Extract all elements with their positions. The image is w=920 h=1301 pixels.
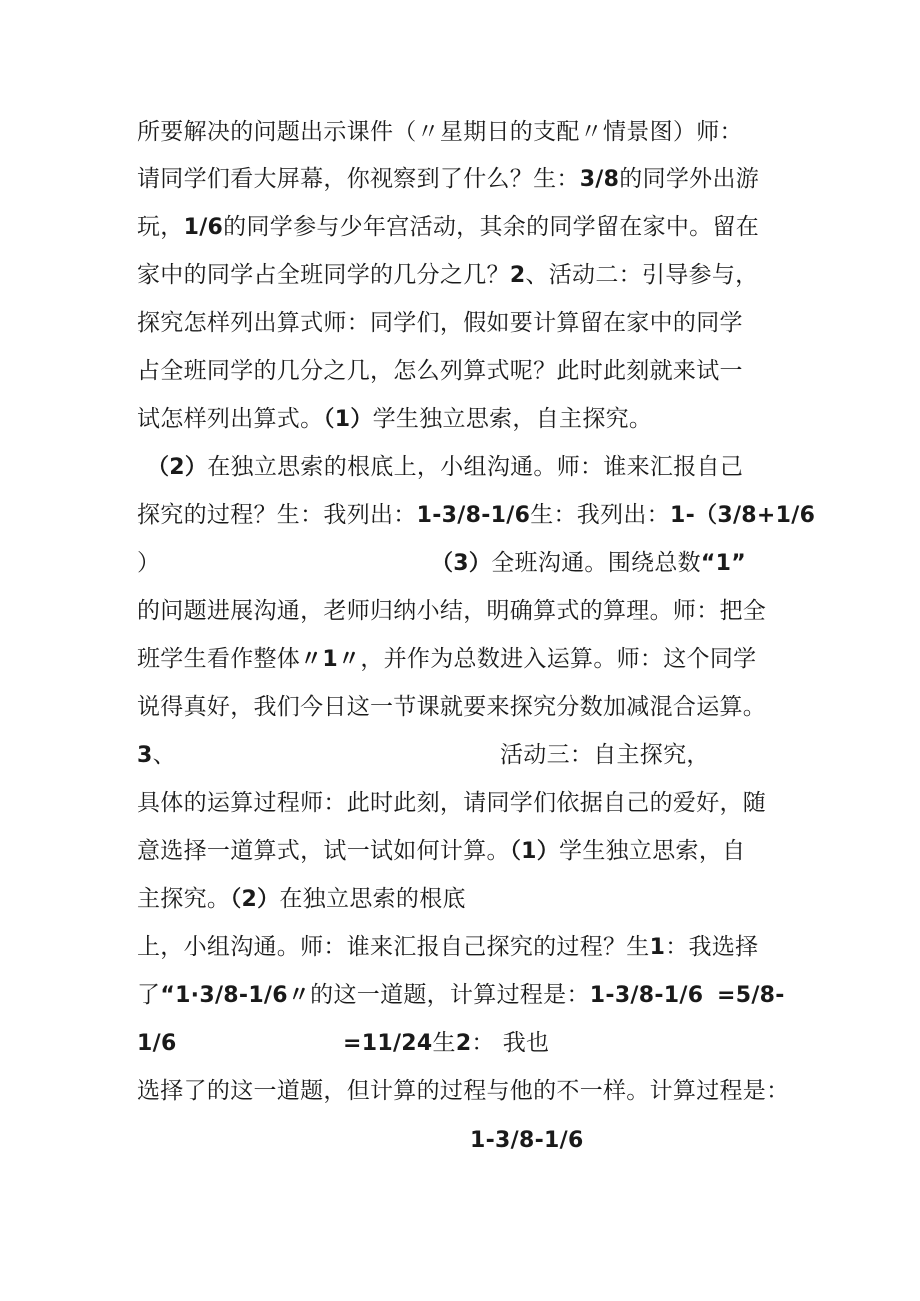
text: 生：我列出： bbox=[530, 502, 670, 528]
text: 探究怎样列出算式师：同学们，假如要计算留在家中的同学 bbox=[137, 310, 743, 336]
text: 意选择一道算式，试一试如何计算。 bbox=[137, 838, 510, 864]
text-line-20-end bbox=[343, 1027, 549, 1060]
text: 选择了的这一道题，但计算的过程与他的不一样。计算过程是： bbox=[137, 1078, 790, 1104]
text-line-17 bbox=[137, 883, 466, 916]
text: 、活动二：引导参与， bbox=[525, 262, 759, 288]
text: 的这一道题，计算过程是： bbox=[310, 982, 590, 1008]
text-line-14-end bbox=[500, 739, 710, 771]
text-line-1 bbox=[137, 116, 743, 148]
text-line-15 bbox=[137, 787, 766, 819]
text: ） bbox=[137, 550, 161, 576]
formula: 1/6 bbox=[137, 1031, 177, 1056]
section-number: 2 bbox=[509, 263, 526, 288]
text-line-10-start bbox=[137, 547, 160, 579]
formula: 1-3/8-1/6 bbox=[470, 1128, 584, 1153]
quoted-number: 〃1〃 bbox=[300, 647, 361, 672]
text: 学生独立思索，自主探究。 bbox=[372, 406, 653, 432]
text-line-19 bbox=[137, 979, 703, 1012]
text: 在独立思索的根底上，小组沟通。师：谁来汇报自己 bbox=[207, 454, 744, 480]
fraction-3-8: 3/8 bbox=[579, 167, 620, 192]
text-line-22 bbox=[470, 1124, 584, 1157]
step-number: （1） bbox=[323, 407, 373, 432]
text: 学生独立思索，自 bbox=[559, 838, 746, 864]
text-line-21 bbox=[137, 1075, 789, 1107]
text: 家中的同学占全班同学的几分之几？ bbox=[137, 262, 510, 288]
text: 上，小组沟通。师：谁来汇报自己探究的过程？生 bbox=[137, 934, 650, 960]
step-number: （3） bbox=[431, 551, 492, 576]
text: 、 bbox=[152, 742, 176, 768]
text-line-20-start bbox=[137, 1027, 177, 1060]
text-line-9 bbox=[137, 499, 815, 532]
text-line-6 bbox=[137, 355, 743, 387]
text: 我也 bbox=[502, 1030, 550, 1056]
text-line-4 bbox=[137, 259, 758, 292]
text: 试怎样列出算式。 bbox=[137, 406, 324, 432]
step-number: （2） bbox=[147, 455, 208, 480]
quoted-number: “1” bbox=[700, 551, 747, 576]
text: 说得真好，我们今日这一节课就要来探究分数加减混合运算。 bbox=[137, 694, 767, 720]
text-line-7 bbox=[137, 403, 652, 436]
section-number: 3 bbox=[137, 743, 153, 768]
text-line-3 bbox=[137, 211, 759, 244]
text: 具体的运算过程师：此时此刻，请同学们依据自己的爱好，随 bbox=[137, 790, 767, 816]
text-line-16 bbox=[137, 835, 745, 868]
formula: =5/8- bbox=[717, 983, 785, 1008]
text: 活动三：自主探究， bbox=[500, 742, 710, 768]
formula: 1-（3/8+1/6 bbox=[670, 503, 816, 528]
student-number: 1 bbox=[649, 935, 666, 960]
text-line-13 bbox=[137, 691, 766, 723]
text-line-11 bbox=[137, 595, 766, 627]
text: 在独立思索的根底 bbox=[279, 886, 466, 912]
text: 所要解决的问题出示课件（〃星期日的支配〃情景图）师： bbox=[137, 119, 743, 145]
step-number: （1） bbox=[509, 839, 560, 864]
text: 的问题进展沟通，老师归纳小结，明确算式的算理。师：把全 bbox=[137, 598, 767, 624]
text-line-19-end bbox=[717, 979, 785, 1012]
formula: “1·3/8-1/6〃 bbox=[160, 983, 311, 1008]
text: ：我选择 bbox=[665, 934, 759, 960]
text: 了 bbox=[137, 982, 161, 1008]
text: 玩， bbox=[137, 214, 184, 240]
text: 主探究。 bbox=[137, 886, 231, 912]
text-line-18 bbox=[137, 931, 758, 964]
text-line-2 bbox=[137, 163, 759, 196]
text-line-14-start bbox=[137, 739, 176, 772]
text: 的同学参与少年宫活动，其余的同学留在家中。留在 bbox=[223, 214, 760, 240]
fraction-1-6: 1/6 bbox=[183, 215, 224, 240]
text: 占全班同学的几分之几，怎么列算式呢？此时此刻就来试一 bbox=[137, 358, 743, 384]
formula: 1-3/8-1/6 bbox=[416, 503, 531, 528]
text-line-8 bbox=[147, 451, 743, 484]
text: 探究的过程？生：我列出： bbox=[137, 502, 417, 528]
text-line-5 bbox=[137, 307, 743, 339]
text: 请同学们看大屏幕，你视察到了什么？生： bbox=[137, 166, 580, 192]
student-number: 2 bbox=[455, 1031, 472, 1056]
step-number: （2） bbox=[230, 887, 280, 912]
text: ，并作为总数进入运算。师：这个同学 bbox=[360, 646, 757, 672]
text-line-10-end bbox=[431, 547, 746, 580]
formula: 1-3/8-1/6 bbox=[589, 983, 704, 1008]
text-line-12 bbox=[137, 643, 756, 676]
formula: =11/24 bbox=[343, 1031, 433, 1056]
text: ： bbox=[471, 1030, 495, 1056]
text: 生 bbox=[432, 1030, 456, 1056]
text: 全班沟通。围绕总数 bbox=[491, 550, 701, 576]
text: 班学生看作整体 bbox=[137, 646, 301, 672]
text: 的同学外出游 bbox=[619, 166, 760, 192]
